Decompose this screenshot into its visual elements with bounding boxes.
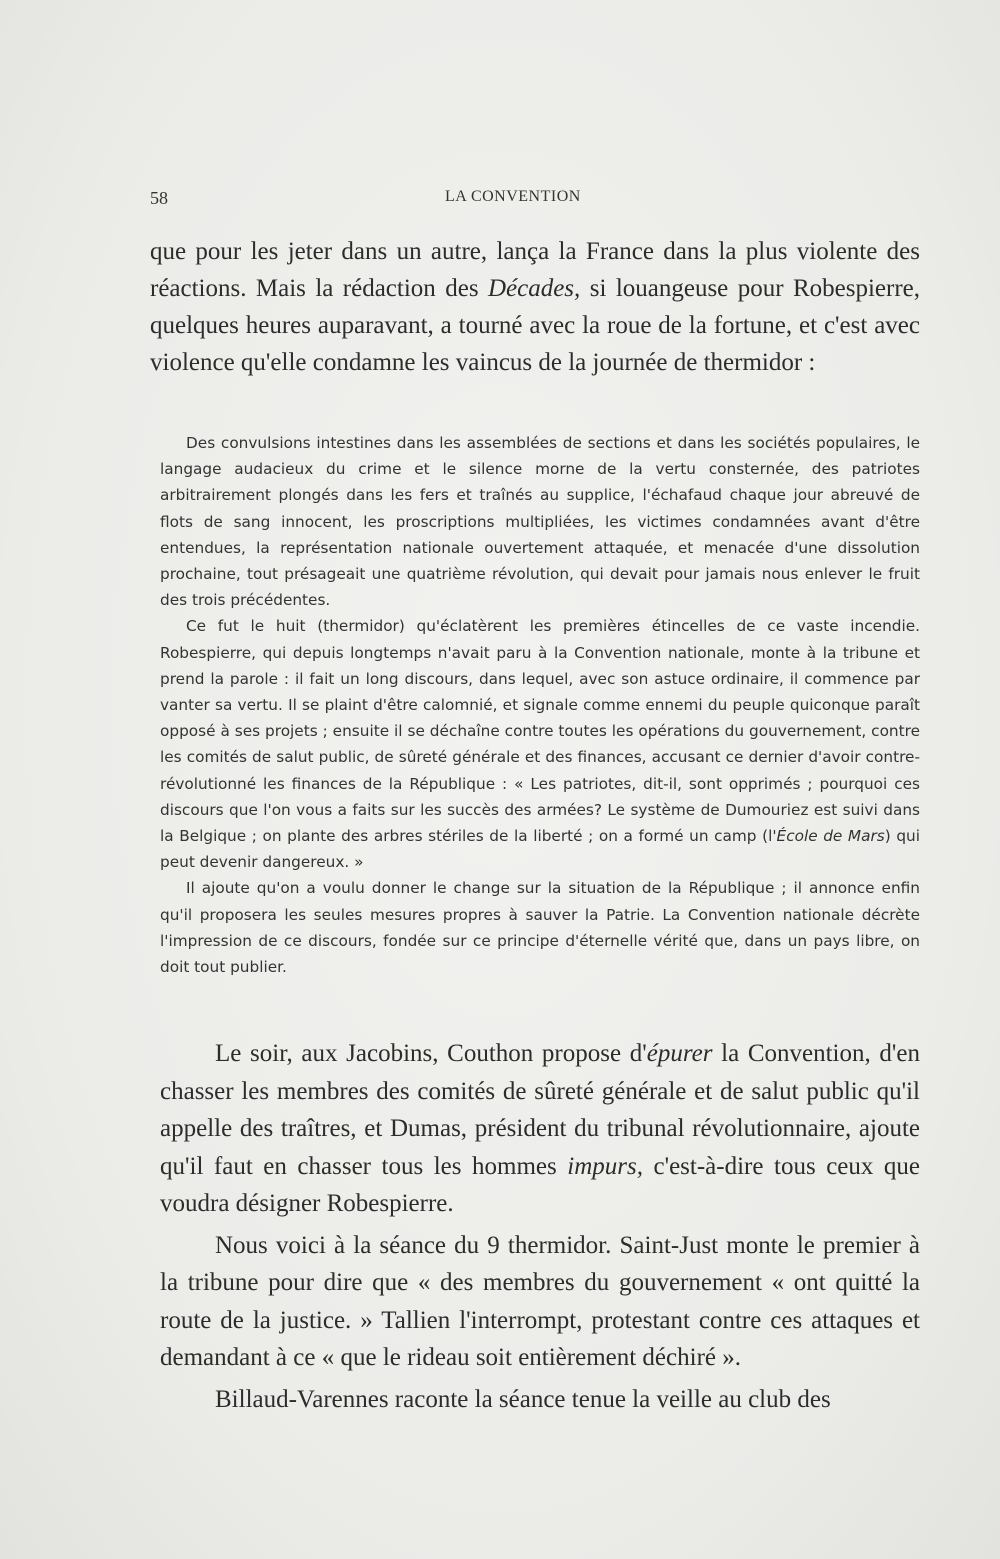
main-paragraph-1-italic-1: épurer bbox=[646, 1040, 713, 1067]
main-paragraph-1 bbox=[160, 1035, 920, 1223]
main-paragraph-1-text-b: la Convention, d'en chasser les membres des comités de sûreté générale et de salut public qu'il appelle des traîtres, et Dumas, président du tribunal révolutionnaire, ajoute qu'il faut en chasser tous les hommes bbox=[160, 1040, 920, 1180]
main-paragraph-1-italic-2: impurs, bbox=[567, 1152, 643, 1180]
page-header bbox=[150, 188, 920, 218]
top-paragraph bbox=[150, 233, 920, 381]
page-number: 58 bbox=[150, 188, 168, 208]
quote-paragraph-1: Des convulsions intestines dans les assemblées de sections et dans les sociétés populaires, le langage audacieux du crime et le silence morne de la vertu consternée, des patriotes arbitrairement plongés dans les fers et traînés au supplice, l'échafaud chaque jour abreuvé de flots de sang innocent, les proscriptions multipliées, les victimes condamnées avant d'être entendues, la représentation nationale ouvertement attaquée, et menacée d'une dissolution prochaine, tout présageait une quatrième révolution, qui devait pour jamais nous enlever le fruit des trois précédentes. bbox=[160, 434, 920, 610]
quote-paragraph-2-text-end: ) qui peut devenir dangereux. » bbox=[160, 827, 920, 872]
main-text bbox=[160, 1035, 920, 1422]
top-paragraph-text: que pour les jeter dans un autre, lança la France dans la plus violente des réactions. Mais la rédaction des bbox=[150, 238, 920, 302]
block-quote bbox=[160, 430, 920, 980]
main-paragraph-3: Billaud-Varennes raconte la séance tenue la veille au club des bbox=[215, 1385, 831, 1413]
main-paragraph-2: Nous voici à la séance du 9 thermidor. Saint-Just monte le premier à la tribune pour dire que « des membres du gouvernement « ont quitté la route de la justice. » Tallien l'interrompt, protestant contre ces attaques et demandant à ce « que le rideau soit entièrement déchiré ». bbox=[160, 1231, 920, 1371]
main-paragraph-1-text-c: c'est-à-dire tous ceux que voudra désigner Robespierre. bbox=[160, 1152, 921, 1217]
top-paragraph-italic: Décades, bbox=[487, 275, 581, 302]
quote-paragraph-2 bbox=[160, 613, 920, 875]
top-paragraph-text-end: si louangeuse pour Robespierre, quelques heures auparavant, a tourné avec la roue de la fortune, et c'est avec violence qu'elle condamne les vaincus de la journée de thermidor : bbox=[150, 275, 920, 376]
running-head: LA CONVENTION bbox=[445, 188, 581, 205]
quote-paragraph-2-italic: École de Mars bbox=[776, 827, 885, 846]
quote-paragraph-3: Il ajoute qu'on a voulu donner le change sur la situation de la République ; il annonce enfin qu'il proposera les seules mesures propres à sauver la Patrie. La Convention nationale décrète l'impression de ce discours, fondée sur ce principe d'éternelle vérité que, dans un pays libre, on doit tout publier. bbox=[160, 879, 920, 977]
main-paragraph-1-text-a: Le soir, aux Jacobins, Couthon propose d' bbox=[215, 1040, 647, 1067]
quote-paragraph-2-text: Ce fut le huit (thermidor) qu'éclatèrent les premières étincelles de ce vaste incendie. Robespierre, qui depuis longtemps n'avait paru à la Convention nationale, monte à la tribune et prend la parole : il fait un long discours, dans lequel, avec son astuce ordinaire, il commence par vanter sa vertu. Il se plaint d'être calomnié, et signale comme ennemi du peuple quiconque paraît opposé à ses projets ; ensuite il se déchaîne contre toutes les opérations du gouvernement, contre les comités de salut public, de sûreté générale et des finances, accusant ce dernier d'avoir contre-révolutionné les finances de la République : « Les patriotes, dit-il, sont opprimés ; pourquoi ces discours que l'on vous a faits sur les succès des armées? Le système de Dumouriez est suivi dans la Belgique ; on plante des arbres stériles de la liberté ; on a formé un camp (l' bbox=[160, 617, 920, 846]
